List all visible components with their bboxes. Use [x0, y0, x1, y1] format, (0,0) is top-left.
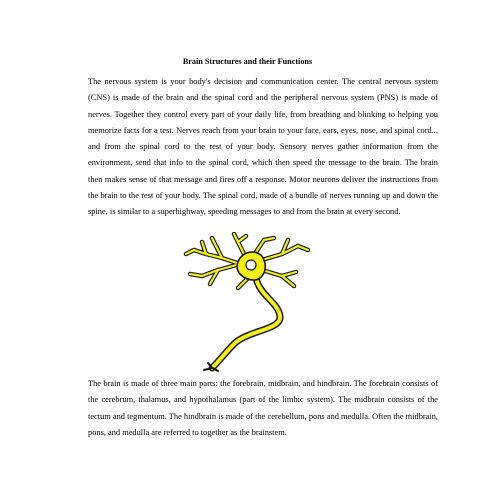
neuron-axon — [212, 278, 280, 368]
paragraph-nervous-system: The nervous system is your body's decision and communication center. The central nervous system (CNS) is made of the brain and the spinal cord and the peripheral nervous system (PNS) is made of nerves. Together they control every part of your daily life, from breathing and blinking to helping you memorize facts for a test. Nerves reach from your brain to your face, ears, eyes, nose, and spinal cord... and from the spinal cord to the rest of your body. Sensory nerves gather information from the environment, send that info to the spinal cord, which then speed the message to the brain. The brain then makes sense of that message and fires off a response. Motor neurons deliver the instructions from the brain to the rest of your body. The spinal cord, made of a bundle of nerves running up and down the spine, is similar to a superhighway, speeding messages to and from the brain at every second. — [88, 77, 438, 217]
neuron-illustration — [182, 232, 322, 372]
neuron-nucleus — [246, 260, 256, 270]
paragraph-brain-parts: The brain is made of three main parts: the forebrain, midbrain, and hindbrain. The forebrain consists of the cerebrum, thalamus, and hypothalamus (part of the limbic system). The midbrain consists of the tectum and tegmentum. The hindbrain is made of the cerebellum, pons and medulla. Often the midbrain, pons, and medulla are referred to together as the brainstem. — [88, 379, 438, 437]
document-title: Brain Structures and their Functions — [182, 57, 313, 66]
